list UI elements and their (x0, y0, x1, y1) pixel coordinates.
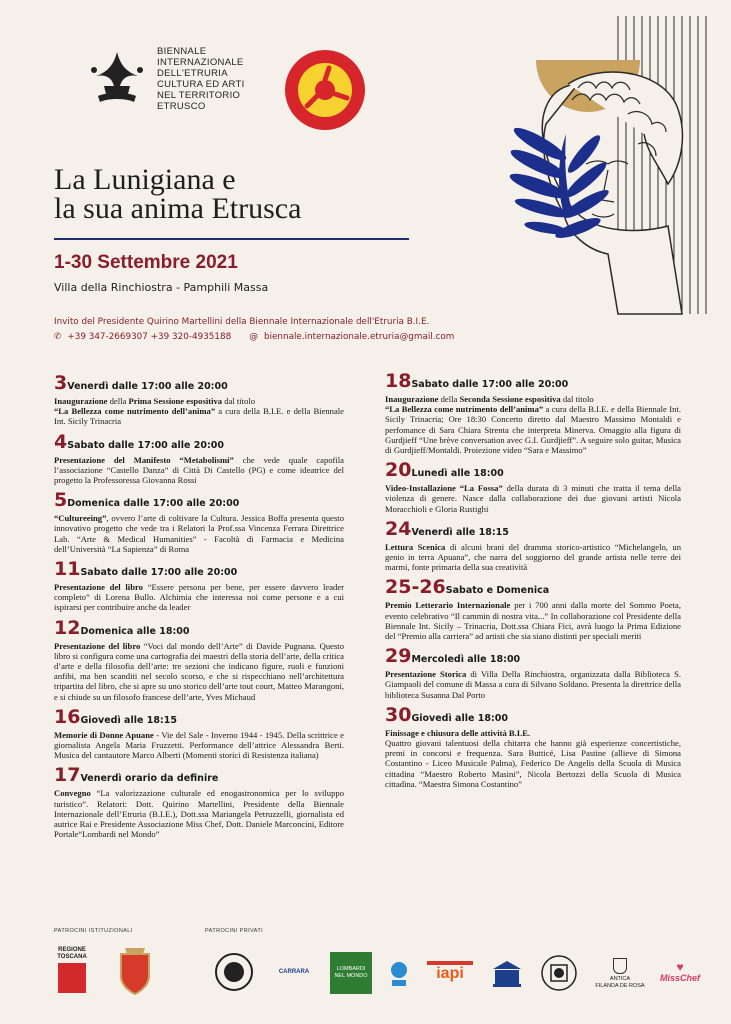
event-time: Sabato dalle 17:00 alle 20:00 (67, 439, 225, 451)
program-event (54, 374, 344, 427)
event-day: 30 (385, 703, 412, 726)
event-heading (54, 491, 344, 513)
filanda-crest-icon (613, 958, 627, 974)
event-day: 16 (54, 705, 81, 728)
event-day: 25-26 (385, 576, 446, 599)
event-day: 3 (54, 372, 68, 394)
misschef-logo (656, 952, 704, 992)
carrara-text: CARRARA (278, 969, 310, 975)
unesco-logo (490, 956, 524, 990)
page-title: La Lunigiana e la sua anima Etrusca (54, 163, 302, 225)
heritage-emblem-logo (538, 952, 580, 994)
regione-toscana-logo (54, 942, 90, 998)
event-description: “Cultureeing”, ovvero l’arte di coltivare la Cultura. Jessica Boffa presenta questo innovativo progetto che vede tra i Relatori la Prof.ssa Vincenza Ferrara Direttrice Lab. “Arte & Medical Humanities” - Facoltà di Farmacia e Medicina dell’Università “La Sapienza” di Roma (54, 513, 344, 554)
trinacria-seal (283, 48, 367, 132)
title-underline (54, 238, 409, 240)
event-day: 12 (54, 616, 81, 639)
event-time: Domenica dalle 17:00 alle 20:00 (67, 498, 240, 510)
event-description: Inaugurazione della Prima Sessione espositiva dal titolo “La Bellezza come nutrimento dell’anima” a cura della B.I.E. e della Biennale Int. Sicily Trinacria (54, 396, 344, 427)
event-time: Lunedì alle 18:00 (411, 468, 504, 480)
event-description: Finissage e chiusura delle attività B.I.E. Quattro giovani talentuosi della chitarra che hanno già esperienze concertistiche, premi in concorsi e frequenza. Sara Butticé, Lisa Pastine (allieve di Simona Costantino - Liceo Musicale Palma), Federico De Angelis della Scuola di Musica cittadina “Maestro Roberto Masini”, Nicola Bertozzi della Scuola di Musica cittadina. “Maestra Simona Costantino” (385, 727, 681, 789)
event-heading (385, 703, 681, 728)
event-time: Sabato dalle 17:00 alle 20:00 (411, 379, 569, 390)
antica-filanda-logo (592, 952, 648, 996)
private-sponsor-logo-1 (210, 952, 258, 992)
lombardi-nel-mondo-logo (330, 952, 372, 994)
iapi-text: iapi (436, 965, 464, 982)
private-sponsor-logo-4 (386, 958, 412, 992)
program-column-left (54, 374, 344, 845)
event-time: Venerdì orario da definire (80, 773, 219, 785)
event-heading (54, 430, 344, 455)
program-event (54, 705, 344, 761)
event-heading (54, 766, 344, 788)
event-time: Giovedì alle 18:15 (80, 714, 177, 726)
invitation-line: Invito del Presidente Quirino Martellini della Biennale Internazionale dell'Etruria B.I.E. (54, 317, 430, 327)
event-description: Presentazione del libro “Voci dal mondo dell’Arte” di Davide Pugnana. Questo libro si configura come una cartografia dei maestri della storia dell’arte, della critica d’arte e della filosofia dell’arte: tre sezioni che indicano figure, ruoli e funzioni anfibi, ma ben scanditi nel secolo scorso, e che si rispecchiano nell’architettura tripartita del libro, che si apre su uno storico dell’arte tout court, Matteo Marangoni, e si chiude su un filosofo francese dell’arte, Yves Michaud (54, 640, 344, 702)
program-event (385, 372, 681, 455)
event-day: 29 (385, 645, 412, 668)
event-day: 17 (54, 764, 81, 787)
regione-toscana-text: REGIONE TOSCANA (57, 947, 87, 960)
event-heading (385, 578, 681, 600)
institutional-sponsors-label: PATROCINI ISTITUZIONALI (54, 928, 133, 934)
massa-coat-of-arms (115, 942, 155, 998)
event-time: Sabato e Domenica (445, 585, 550, 597)
event-heading (385, 517, 681, 542)
program-event (54, 766, 344, 839)
event-heading (385, 372, 681, 394)
event-description: Inaugurazione della Seconda Sessione espositiva dal titolo “La Bellezza come nutrimento dell’anima” a cura della B.I.E. e della Biennale Int. Sicily Trinacria; Ore 18:30 Concerto diretto dal Maestro Massimo Montaldi e perfomance di Sara Chiara Strenta che interpreta Minerva. Omaggio alla figura di Gurdjieff “Une brève conversation avec G.I. Gurdjieff”. A seguire solo guitar, Musica di Gurdjieff/Montaldi. Proiezione video “Sara e Massimo” (385, 394, 681, 456)
contact-line (54, 332, 454, 342)
event-description: Memorie di Donne Apuane - Vie del Sale - Inverno 1944 - 1945. Della scrittrice e giornalista Angela Maria Fruzzetti. Performance dell’attrice Alessandra Berti. Musica del cantautore Marco Alberti (Momenti storici di Resistenza italiana) (54, 729, 344, 761)
phone-icon: ✆ (54, 332, 62, 342)
email-address[interactable]: biennale.internazionale.etruria@gmail.com (263, 332, 455, 342)
org-name: BIENNALE INTERNAZIONALE DELL'ETRURIA CULTURA ED ARTI NEL TERRITORIO ETRUSCO (157, 46, 245, 112)
program-event (54, 491, 344, 554)
program-event (385, 517, 682, 573)
event-dates: 1-30 Settembre 2021 (54, 252, 238, 273)
carrara-museum-logo (268, 948, 320, 996)
pegasus-icon (58, 963, 86, 993)
program-event (54, 560, 344, 613)
event-heading (54, 705, 344, 730)
private-sponsors-label: PATROCINI PRIVATI (205, 928, 264, 934)
event-description: Presentazione del libro “Essere persona per bene, per essere davvero leader completo” di Lorena Bullo. Alchimia che interessa noi come persone e a cui ispirarsi per contribuire anche da leader (54, 582, 344, 613)
program-event (54, 616, 344, 702)
event-description: Convegno “La valorizzazione culturale ed enogastronomica per lo sviluppo turistico”. Relatori: Dott. Quirino Martellini, Presidente della Biennale Internazionale dell’Etruria (B.I.E.), Dott.ssa Mariangela Petruzzelli, giornalista ed autrice Rai e Presidente Associazione Miss Chef, Dott. Daniele Marconcini, Editore Portale“Lombardi nel Mondo” (54, 788, 344, 840)
event-time: Venerdì dalle 17:00 alle 20:00 (67, 381, 228, 392)
event-heading (385, 647, 681, 669)
event-time: Sabato dalle 17:00 alle 20:00 (80, 567, 238, 579)
event-day: 4 (54, 430, 68, 453)
event-heading (385, 461, 681, 483)
venue: Villa della Rinchiostra - Pamphili Massa (54, 281, 269, 294)
filanda-text: ANTICA FILANDA DE ROSA (595, 976, 645, 989)
program-event (385, 647, 681, 700)
event-description: Premio Letterario Internazionale per i 700 anni dalla morte del Sommo Poeta, evento celebrativo “Il cammin di nostra vita...” In collaborazione col Presidente della Biennale Int. Sicily – Trinacria, Dott.ssa Chiara Fici, avrà luogo la Prima Edizione del “Premio alla carriera” ad artisti che sia siano distinti per speciali meriti (385, 600, 681, 642)
event-heading (54, 560, 344, 582)
event-description: Lettura Scenica di alcuni brani del dramma storico-artistico “Michelangelo, un genio in terra Apuana”, che narra del soggiorno del grande artista nelle terre dei marmi, fonte primaria della sua creatività (385, 541, 682, 573)
program-event (54, 430, 345, 486)
event-day: 5 (54, 489, 68, 512)
palmette-icon (84, 46, 150, 112)
classical-head-illustration (468, 14, 718, 334)
event-description: Presentazione del Manifesto “Metabolismi” che vede quale capofila l’associazione “Castello Danza” di Città Di Castello (PG) e come ideatrice del progetto la Professoressa Giovanna Rossi (54, 454, 345, 486)
heart-icon: ♥ (676, 960, 684, 974)
event-time: Domenica alle 18:00 (80, 625, 190, 637)
event-description: Presentazione Storica di Villa Della Rinchiostra, organizzata dalla Biblioteca S. Giampaoli del comune di Massa a cura di Silvano Soldano. Presenta la direttrice della biblioteca Susanna Dal Porto (385, 669, 682, 700)
event-day: 11 (54, 558, 81, 581)
program-event (385, 578, 681, 641)
event-heading (54, 374, 344, 396)
event-time: Mercoledì alle 18:00 (411, 654, 521, 666)
program-event (385, 461, 681, 514)
event-day: 24 (385, 517, 412, 540)
event-time: Giovedì alle 18:00 (411, 712, 508, 724)
event-day: 18 (385, 370, 412, 392)
phone-numbers: +39 347-2669307 +39 320-4935188 (67, 332, 232, 342)
iapi-logo (425, 950, 475, 994)
misschef-text: MissChef (659, 973, 700, 983)
email-icon: @ (249, 332, 258, 342)
event-heading (54, 616, 344, 641)
lombardi-text: LOMBARDI NEL MONDO (334, 966, 368, 979)
program-event (385, 703, 681, 789)
event-day: 20 (385, 459, 412, 482)
org-logo (84, 46, 150, 112)
event-time: Venerdì alle 18:15 (411, 526, 509, 538)
program-column-right (385, 372, 681, 795)
event-description: Video-Installazione “La Fossa” della durata di 3 minuti che tratta il tema della violenza di genere. Nasce dalla collaborazione dei due giovani artisti Nicola Moracchioli e Gloria Rustighi (385, 483, 681, 514)
